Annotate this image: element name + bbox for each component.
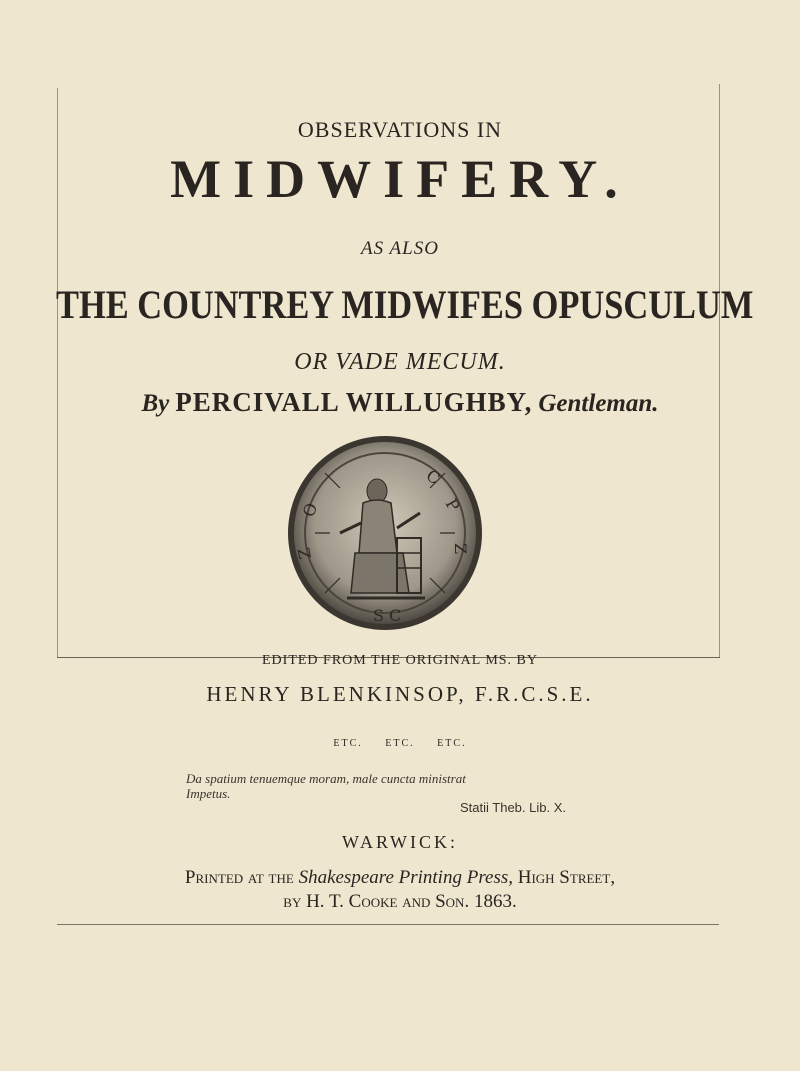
author-title: Gentleman. bbox=[538, 390, 659, 417]
svg-text:Z: Z bbox=[294, 546, 315, 561]
author-byline bbox=[0, 388, 800, 418]
author-name: PERCIVALL WILLUGHBY, bbox=[175, 387, 533, 417]
epigraph-line-2: Impetus. bbox=[186, 786, 231, 801]
imprint-press: Shakespeare Printing Press, bbox=[298, 867, 513, 888]
svg-text:C: C bbox=[422, 465, 444, 489]
svg-text:Z: Z bbox=[451, 543, 470, 555]
coin-engraving-icon bbox=[285, 433, 485, 633]
imprint-street: High Street, bbox=[517, 867, 616, 888]
editor-name: HENRY BLENKINSOP, F.R.C.S.E. bbox=[206, 682, 594, 706]
epigraph-line-1: Da spatium tenuemque moram, male cuncta ministrat bbox=[186, 771, 466, 786]
svg-text:S: S bbox=[373, 606, 384, 625]
epigraph-source: Statii Theb. Lib. X. bbox=[460, 800, 566, 815]
svg-text:C: C bbox=[389, 606, 402, 625]
imprint-line-1 bbox=[0, 866, 800, 890]
etc-line: ETC. ETC. ETC. bbox=[333, 738, 467, 749]
imprint-year: 1863. bbox=[473, 891, 517, 912]
byline-by: By bbox=[141, 390, 170, 417]
imprint-publisher: by H. T. Cooke and Son. bbox=[283, 891, 470, 912]
title-line-countrey: THE COUNTREY MIDWIFES OPUSCULUM bbox=[56, 282, 754, 327]
title-line-as-also: AS ALSO bbox=[361, 238, 439, 259]
svg-text:P: P bbox=[441, 495, 464, 515]
page-bottom-edge bbox=[57, 924, 719, 925]
imprint-line-2 bbox=[0, 890, 800, 914]
title-line-vade-mecum: OR VADE MECUM. bbox=[294, 349, 506, 375]
svg-text:O: O bbox=[298, 500, 322, 520]
edited-from-line: EDITED FROM THE ORIGINAL MS. BY bbox=[262, 653, 538, 668]
title-line-midwifery: MIDWIFERY. bbox=[170, 149, 630, 209]
imprint-place: WARWICK: bbox=[342, 832, 458, 852]
imprint-printed-at: Printed at the bbox=[184, 867, 294, 888]
title-line-observations: OBSERVATIONS IN bbox=[297, 117, 503, 142]
